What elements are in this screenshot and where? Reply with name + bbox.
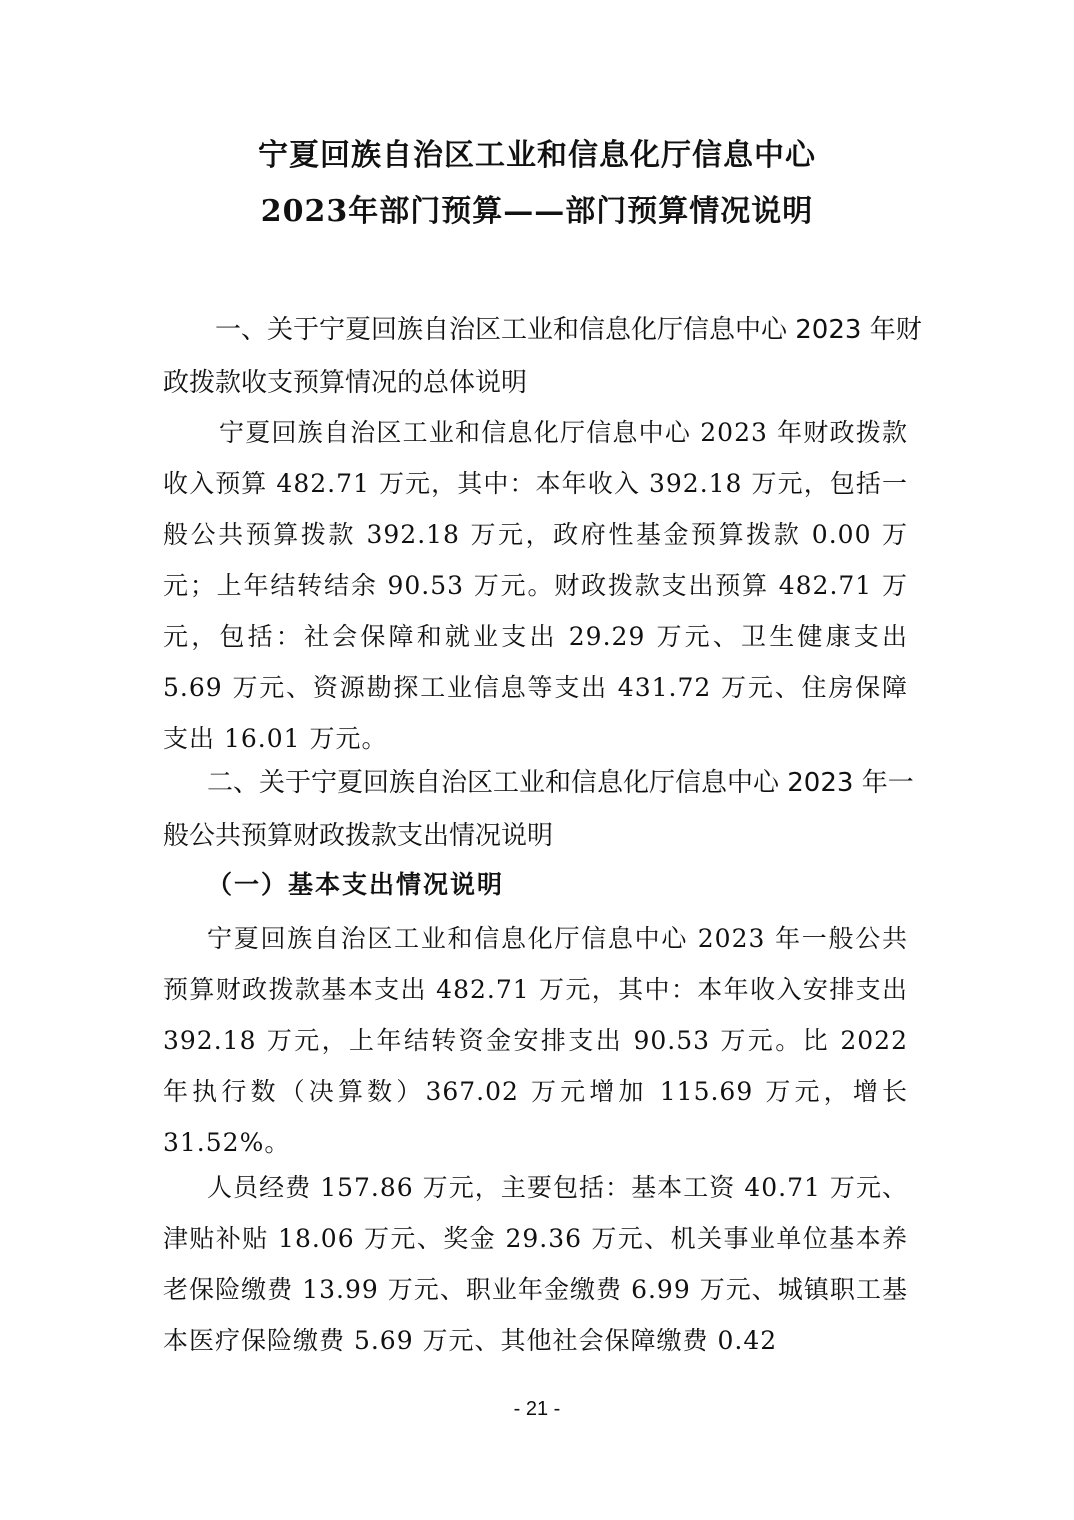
- section1-heading: 一、关于宁夏回族自治区工业和信息化厅信息中心 2023 年财政拨款收支预算情况的总体说明: [163, 315, 922, 398]
- section2-heading: 二、关于宁夏回族自治区工业和信息化厅信息中心 2023 年一般公共预算财政拨款支出情况说明: [163, 768, 914, 851]
- section2-paragraph1: 宁夏回族自治区工业和信息化厅信息中心 2023 年一般公共预算财政拨款基本支出 482.71 万元，其中：本年收入安排支出 392.18 万元，上年结转资金安排支出 90.53 万元。比 2022 年执行数（决算数）367.02 万元增加 115.69 万元，增长 31.52%。: [163, 924, 908, 1157]
- section2-paragraph2: 人员经费 157.86 万元，主要包括：基本工资 40.71 万元、津贴补贴 18.06 万元、奖金 29.36 万元、机关事业单位基本养老保险缴费 13.99 万元、职业年金缴费 6.99 万元、城镇职工基本医疗保险缴费 5.69 万元、其他社会保障缴费 0.42: [163, 1173, 908, 1355]
- document-title-line2: 2023年部门预算——部门预算情况说明: [260, 194, 814, 229]
- section1-body: 宁夏回族自治区工业和信息化厅信息中心 2023 年财政拨款收入预算 482.71 万元，其中：本年收入 392.18 万元，包括一般公共预算拨款 392.18 万元，政府性基金预算拨款 0.00 万元；上年结转结余 90.53 万元。财政拨款支出预算 482.71 万元，包括：社会保障和就业支出 29.29 万元、卫生健康支出 5.69 万元、资源勘探工业信息等支出 431.72 万元、住房保障支出 16.01 万元。: [163, 418, 908, 753]
- document-title-line1: 宁夏回族自治区工业和信息化厅信息中心: [258, 138, 816, 173]
- page-number: - 21 -: [513, 1398, 561, 1420]
- section2-subheading: （一）基本支出情况说明: [207, 870, 505, 899]
